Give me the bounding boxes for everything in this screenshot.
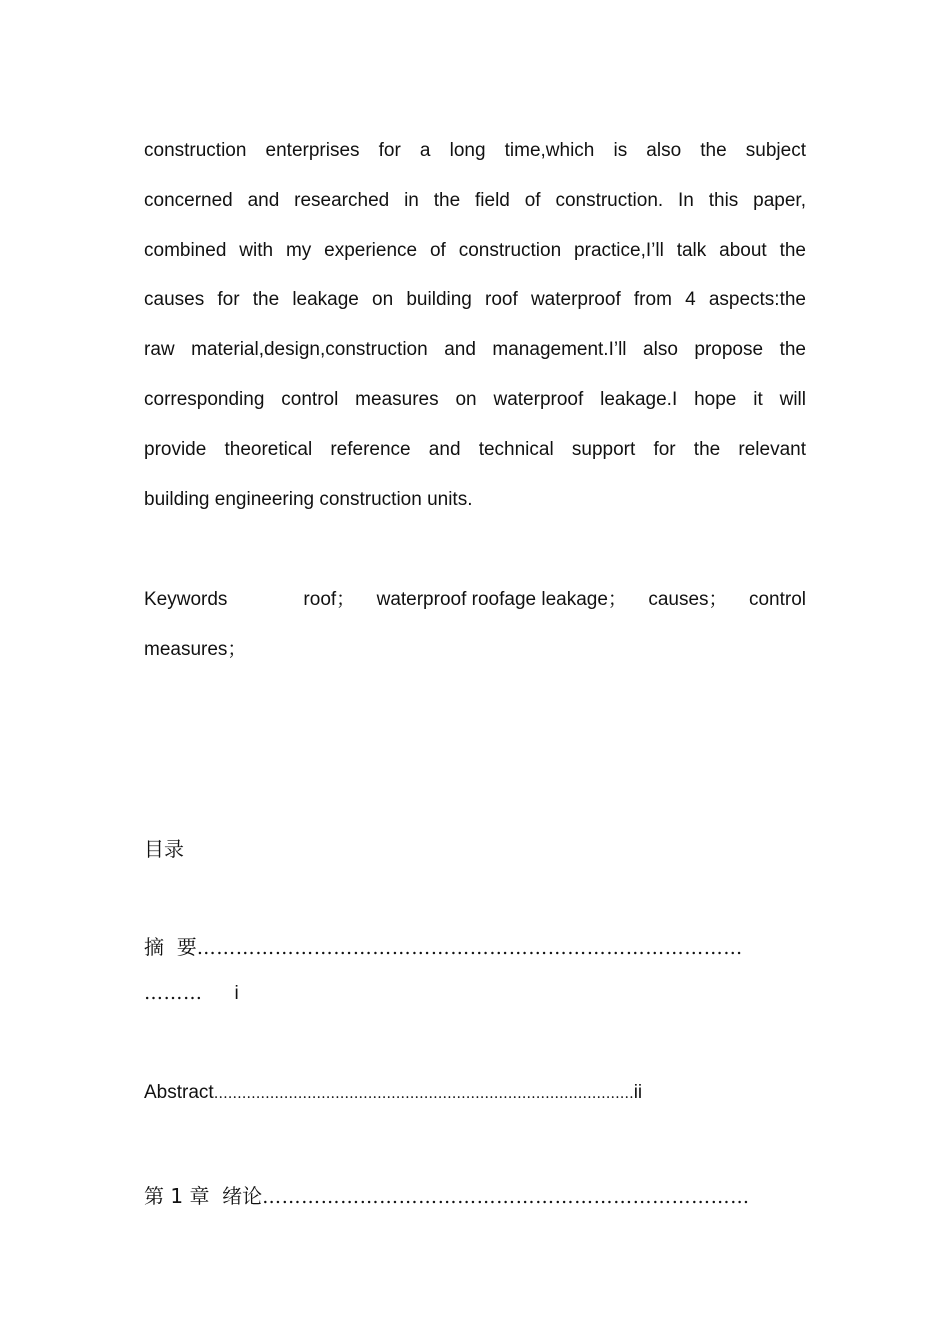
keyword-item: waterproof roofage leakage； <box>376 589 627 610</box>
toc-leader-dots: ……… <box>144 982 203 1004</box>
abstract-line: building engineering construction units. <box>144 488 473 510</box>
keywords-label: Keywords <box>144 589 228 610</box>
keyword-item: control <box>748 589 806 610</box>
toc-leader-dots: ………………………………………………………………… <box>262 1186 750 1208</box>
abstract-line: raw material,design,construction and management.I’ll also propose the <box>144 339 806 361</box>
toc-entry-abstract-cn-cont <box>144 982 806 1005</box>
toc-entry-label: 第 1 章 绪论 <box>144 1184 263 1208</box>
toc-page-number: ii <box>633 1082 643 1103</box>
keywords-row <box>144 575 806 625</box>
keyword-item: roof； <box>303 589 356 610</box>
toc-entry-abstract-en[interactable] <box>144 1082 806 1104</box>
abstract-line: provide theoretical reference and technical support for the relevant <box>144 438 806 460</box>
abstract-paragraph <box>144 126 806 524</box>
abstract-line: construction enterprises for a long time,which is also the subject <box>144 140 806 161</box>
toc-leader-dots: ……………………………………………………………………………… <box>213 1086 634 1102</box>
toc-leader-dots: ………………………………………………………………………… <box>196 937 743 959</box>
keywords-block <box>144 575 806 675</box>
keywords-continuation: measures； <box>144 638 247 660</box>
abstract-line: causes for the leakage on building roof waterproof from 4 aspects:the <box>144 289 806 311</box>
keyword-item: causes； <box>648 589 728 610</box>
abstract-line: concerned and researched in the field of construction. In this paper, <box>144 189 806 211</box>
toc-entry-label: 摘 要 <box>144 935 197 959</box>
toc-title: 目录 <box>144 837 184 861</box>
toc-entry-label: Abstract <box>144 1082 214 1103</box>
abstract-line: corresponding control measures on waterproof leakage.I hope it will <box>144 388 806 410</box>
toc-page-number: i <box>234 983 239 1004</box>
abstract-line: combined with my experience of construction practice,I’ll talk about the <box>144 239 806 261</box>
toc-entry-chapter-1[interactable] <box>144 1180 806 1209</box>
toc-entry-abstract-cn[interactable] <box>144 931 806 960</box>
